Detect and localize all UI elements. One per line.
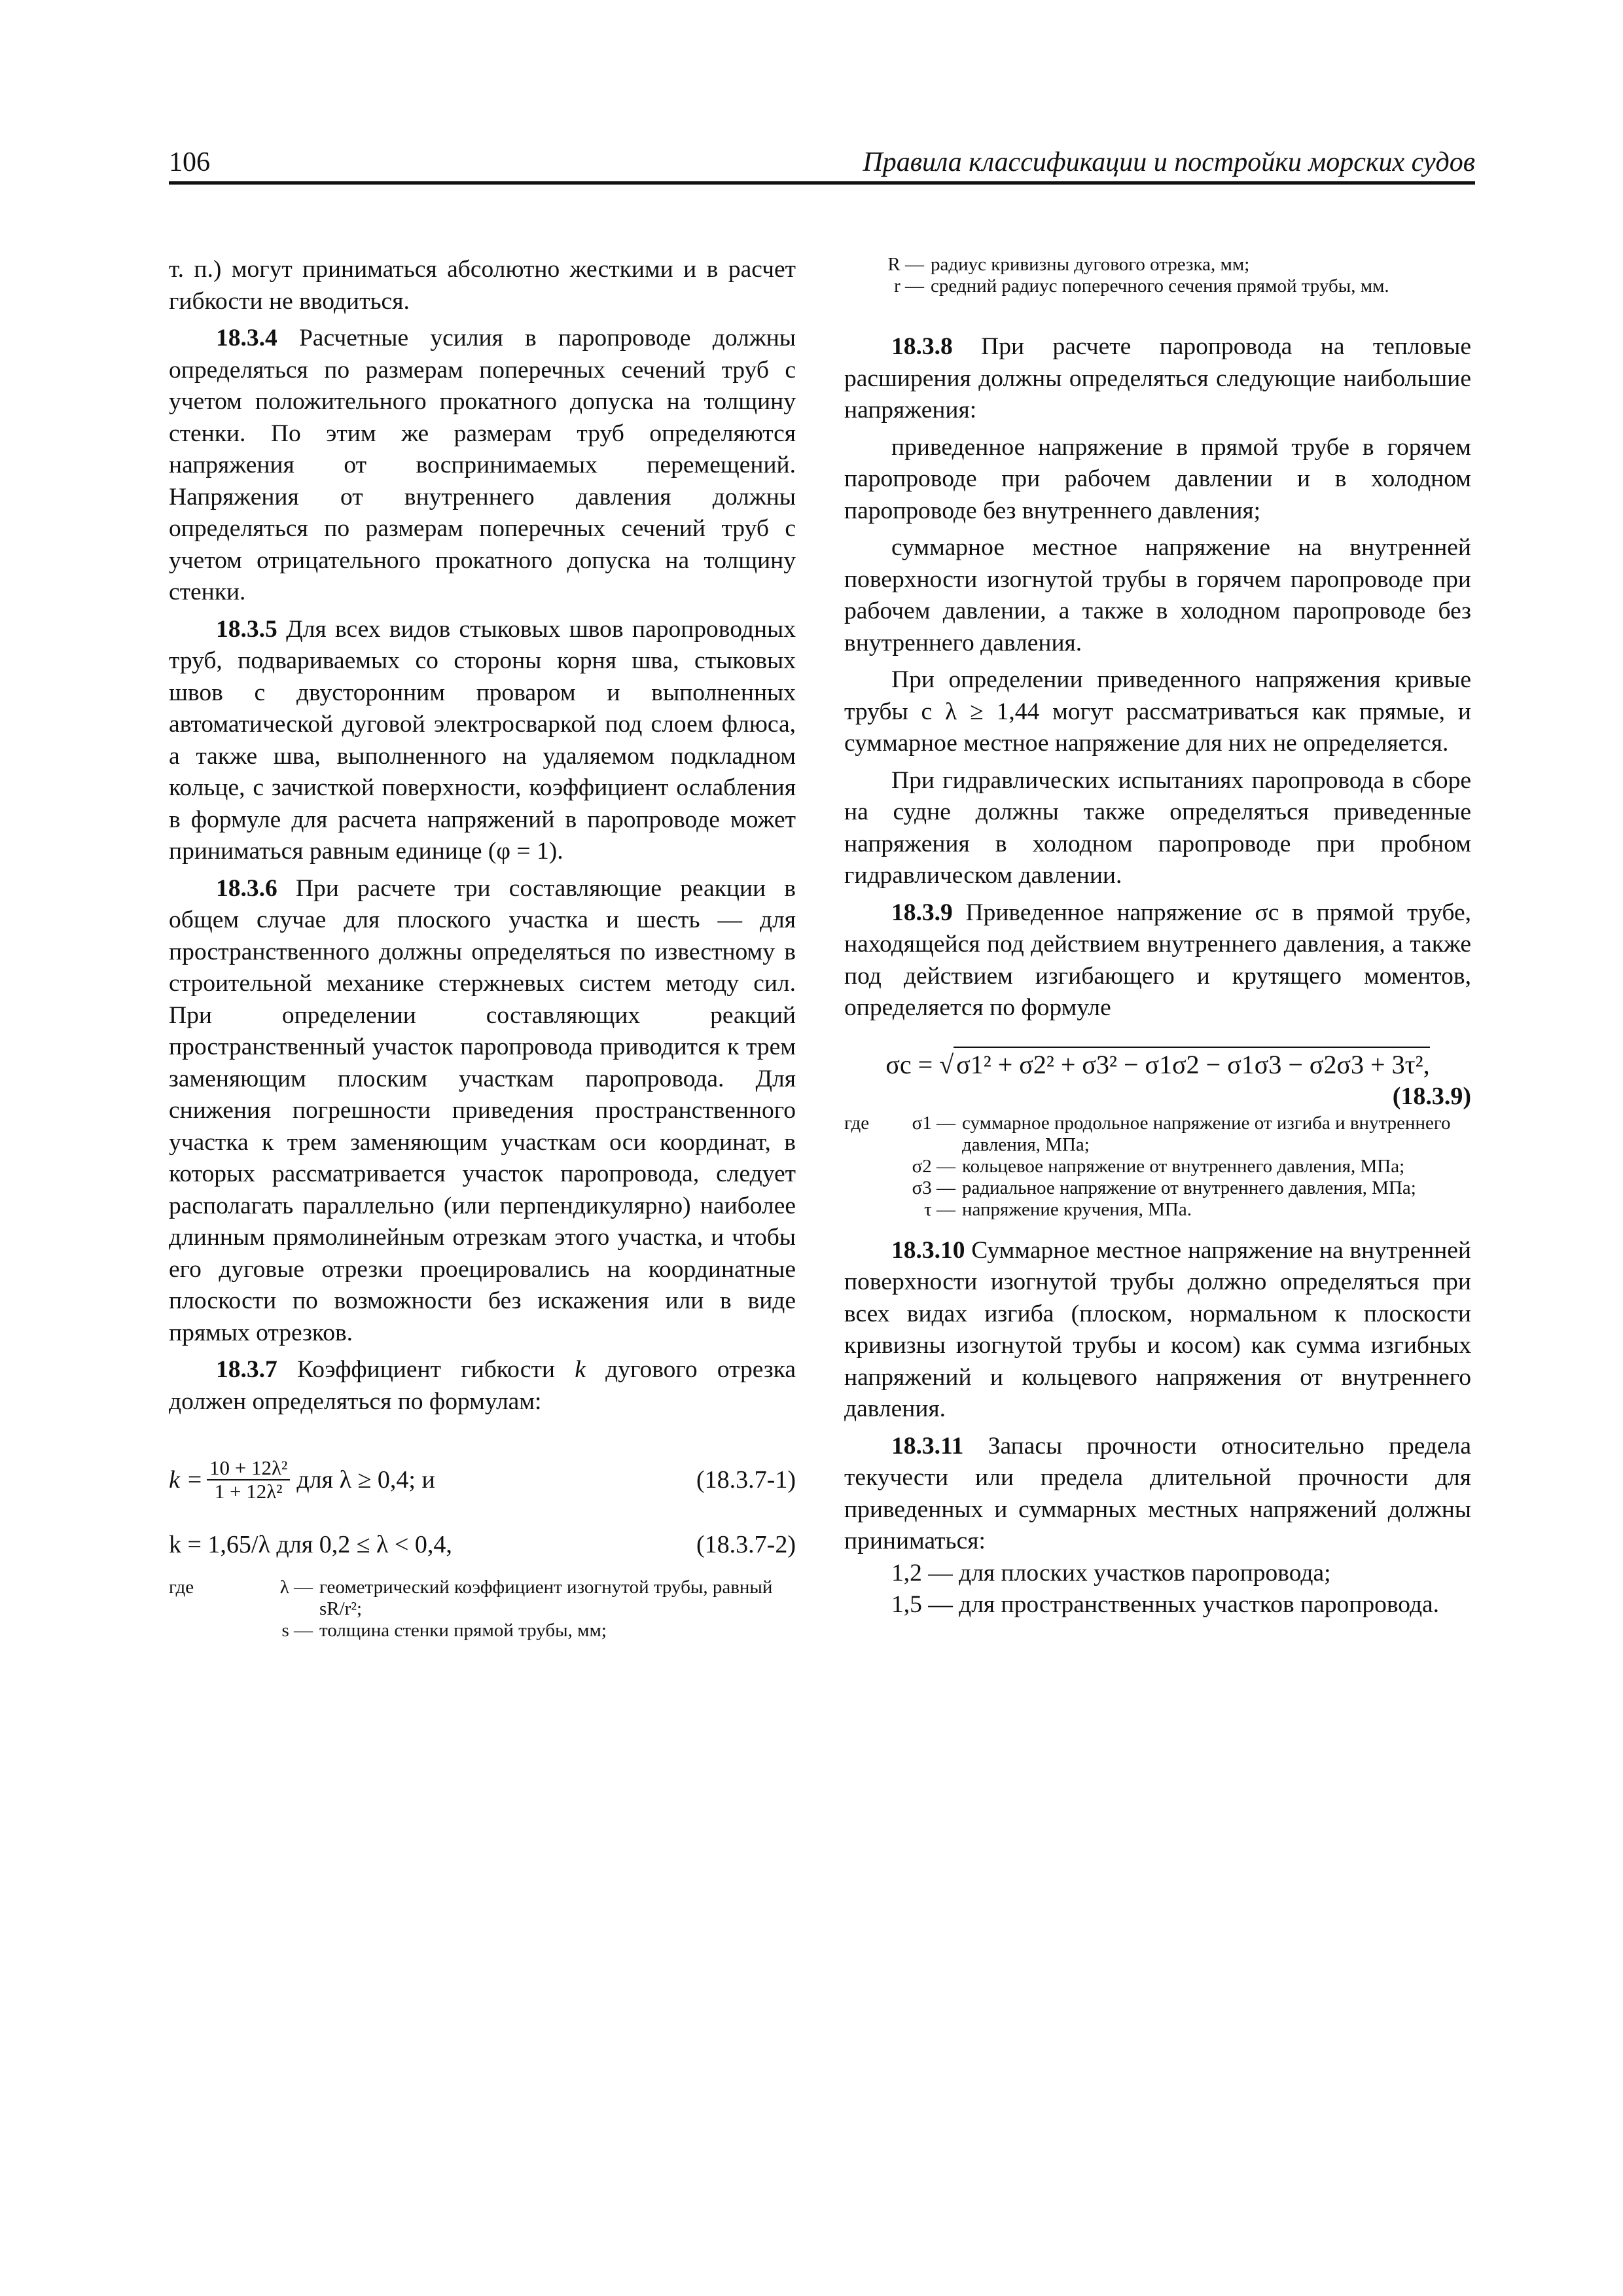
definitions-list bbox=[169, 1577, 796, 1641]
paragraph-18-3-9 bbox=[844, 897, 1471, 1024]
paragraph-text: дугового отрезка должен определяться по формулам: bbox=[169, 1356, 796, 1415]
definition-text: кольцевое напряжение от внутреннего давления, МПа; bbox=[962, 1155, 1405, 1177]
page-number: 106 bbox=[169, 147, 210, 177]
paragraph-hydraulic-tests: При гидравлических испытаниях паропровода в сборе на судне должны также определяться приведенные напряжения в холодном паропроводе при пробном гидравлическом давлении. bbox=[844, 766, 1471, 889]
formula-18-3-7-1 bbox=[169, 1457, 796, 1503]
section-number: 18.3.8 bbox=[891, 333, 953, 360]
section-number: 18.3.5 bbox=[216, 615, 277, 643]
definition-symbol: λ — bbox=[279, 1576, 313, 1598]
paragraph-text: Расчетные усилия в паропроводе должны определяться по размерам поперечных сечений труб с учетом положительного прокатного допуска на толщину стенки. По этим же размерам труб определяются напряжения от воспринимаемых перемещений. Напряжения от внутреннего давления должны определяться по размерам поперечных сечений труб с учетом отрицательного прокатного допуска на толщину стенки. bbox=[169, 325, 796, 605]
section-number: 18.3.11 bbox=[891, 1432, 964, 1460]
sqrt-sign: √ bbox=[939, 1049, 954, 1079]
safety-factor-spatial: 1,5 — для пространственных участков паропровода. bbox=[891, 1591, 1440, 1618]
formula-condition: для λ ≥ 0,4; и bbox=[296, 1465, 435, 1494]
paragraph-curved-pipes: При определении приведенного напряжения кривые трубы с λ ≥ 1,44 могут рассматриваться как прямые, и суммарное местное напряжение для них не определяется. bbox=[844, 666, 1471, 757]
definition-text: суммарное продольное напряжение от изгиба и внутреннего давления, МПа; bbox=[962, 1112, 1451, 1155]
paragraph-18-3-4 bbox=[169, 323, 796, 609]
paragraph-18-3-11 bbox=[844, 1431, 1471, 1558]
equation-number: (18.3.7-2) bbox=[696, 1531, 796, 1558]
fraction-numerator: 10 + 12λ² bbox=[207, 1457, 290, 1480]
paragraph-text: Для всех видов стыковых швов паропроводных труб, подвариваемых со стороны корня шва, стыковых швов с двусторонним проваром и выполненных автоматической дуговой электросваркой под слоем флюса, а также шва, выполненного на удаляемом подкладном кольце, с зачисткой поверхности, коэффициент ослабления в формуле для расчета напряжений в паропроводе может приниматься равным единице (φ = 1). bbox=[169, 615, 796, 865]
definitions-list bbox=[844, 254, 1471, 297]
definition-R bbox=[844, 254, 1471, 276]
formula-18-3-7-2 bbox=[169, 1529, 796, 1561]
paragraph-18-3-8 bbox=[844, 331, 1471, 427]
definition-symbol: σ3 — bbox=[912, 1177, 955, 1198]
definition-lambda bbox=[169, 1577, 796, 1620]
definition-symbol: R — bbox=[887, 254, 924, 275]
formula-body bbox=[169, 1457, 435, 1503]
definition-symbol: σ1 — bbox=[912, 1112, 955, 1134]
definition-symbol: r — bbox=[894, 276, 924, 296]
formula-lhs: k = bbox=[169, 1465, 204, 1494]
page-header bbox=[169, 145, 1475, 185]
paragraph-18-3-7 bbox=[169, 1354, 796, 1418]
paragraph-18-3-6 bbox=[169, 873, 796, 1350]
definition-symbol: τ — bbox=[924, 1198, 955, 1220]
left-column bbox=[169, 254, 796, 1641]
formula-18-3-9 bbox=[844, 1047, 1471, 1081]
section-number: 18.3.9 bbox=[891, 899, 953, 926]
definitions-list bbox=[844, 1113, 1471, 1221]
definition-text: толщина стенки прямой трубы, мм; bbox=[319, 1619, 607, 1641]
paragraph-text: При расчете три составляющие реакции в общем случае для плоского участка и шесть — для пространственного должны определяться по известному в строительной механике стержневых систем методу сил. При определении составляющих реакций пространственный участок паропровода приводится к трем заменяющим плоским участкам паропровода. Для снижения погрешности приведения пространственного участка к трем заменяющим участкам оси координат, в которых рассматривается участок паропровода, следует располагать параллельно (или перпендикулярно) наиболее длинным прямолинейным отрезкам этого участка, и чтобы его дуговые отрезки проецировались на координатные плоскости по возможности без искажения или в виде прямых отрезков. bbox=[169, 874, 796, 1346]
equation-number: (18.3.7-1) bbox=[696, 1465, 796, 1494]
definition-s bbox=[169, 1620, 796, 1641]
safety-factor-planar: 1,2 — для плоских участков паропровода; bbox=[891, 1559, 1331, 1587]
where-label: где bbox=[844, 1112, 870, 1134]
right-column bbox=[844, 254, 1471, 1621]
definition-tau bbox=[844, 1199, 1471, 1221]
formula-lhs: σc = bbox=[885, 1049, 933, 1079]
fraction-denominator: 1 + 12λ² bbox=[214, 1480, 283, 1503]
definition-text: геометрический коэффициент изогнутой трубы, равный sR/r²; bbox=[319, 1576, 773, 1619]
section-number: 18.3.6 bbox=[216, 874, 277, 902]
paragraph-text: При расчете паропровода на тепловые расширения должны определяться следующие наибольшие напряжения: bbox=[844, 333, 1471, 423]
running-title: Правила классификации и постройки морских судов bbox=[863, 147, 1475, 177]
definition-text: напряжение кручения, МПа. bbox=[962, 1198, 1192, 1220]
definition-sigma3 bbox=[844, 1177, 1471, 1199]
paragraph-text: Суммарное местное напряжение на внутренней поверхности изогнутой трубы должно определяться при всех видах изгиба (плоском, нормальном к плоскости кривизны изогнутой трубы и косом) как сумма изгибных напряжений и кольцевого напряжения от внутреннего давления. bbox=[844, 1236, 1471, 1422]
definition-symbol: s — bbox=[281, 1619, 313, 1641]
definition-sigma2 bbox=[844, 1156, 1471, 1177]
definition-text: радиальное напряжение от внутреннего давления, МПа; bbox=[962, 1177, 1416, 1198]
definition-text: радиус кривизны дугового отрезка, мм; bbox=[931, 254, 1250, 275]
header-rule bbox=[169, 181, 1475, 185]
definition-symbol: σ2 — bbox=[912, 1155, 955, 1177]
formula-fraction bbox=[207, 1457, 290, 1503]
symbol-k: k bbox=[575, 1356, 586, 1383]
definition-r bbox=[844, 276, 1471, 297]
paragraph-reduced-stress: приведенное напряжение в прямой трубе в горячем паропроводе при рабочем давлении и в холодном паропроводе без внутреннего давления; bbox=[844, 433, 1471, 524]
definition-sigma1 bbox=[844, 1113, 1471, 1156]
formula-body: k = 1,65/λ для 0,2 ≤ λ < 0,4, bbox=[169, 1531, 452, 1558]
paragraph-text: Запасы прочности относительно предела текучести или предела длительной прочности для приведенных и суммарных местных напряжений должны приниматься: bbox=[844, 1432, 1471, 1554]
paragraph-18-3-10 bbox=[844, 1235, 1471, 1426]
definition-text: средний радиус поперечного сечения прямой трубы, мм. bbox=[931, 276, 1389, 296]
section-number: 18.3.10 bbox=[891, 1236, 965, 1264]
paragraph-text: Приведенное напряжение σc в прямой трубе, находящейся под действием внутреннего давления, а также под действием изгибающего и крутящего моментов, определяется по формуле bbox=[844, 899, 1471, 1021]
section-number: 18.3.7 bbox=[216, 1356, 277, 1383]
equation-number: (18.3.9) bbox=[1392, 1083, 1471, 1110]
paragraph-18-3-5 bbox=[169, 614, 796, 868]
paragraph-text: Коэффициент гибкости bbox=[277, 1356, 575, 1383]
formula-radicand: σ1² + σ2² + σ3² − σ1σ2 − σ1σ3 − σ2σ3 + 3τ², bbox=[954, 1047, 1429, 1081]
paragraph-continuation: т. п.) могут приниматься абсолютно жесткими и в расчет гибкости не вводиться. bbox=[169, 256, 796, 315]
where-label: где bbox=[169, 1576, 194, 1598]
paragraph-local-stress: суммарное местное напряжение на внутренней поверхности изогнутой трубы в горячем паропроводе при рабочем давлении, а также в холодном паропроводе без внутреннего давления. bbox=[844, 534, 1471, 656]
section-number: 18.3.4 bbox=[216, 325, 277, 351]
